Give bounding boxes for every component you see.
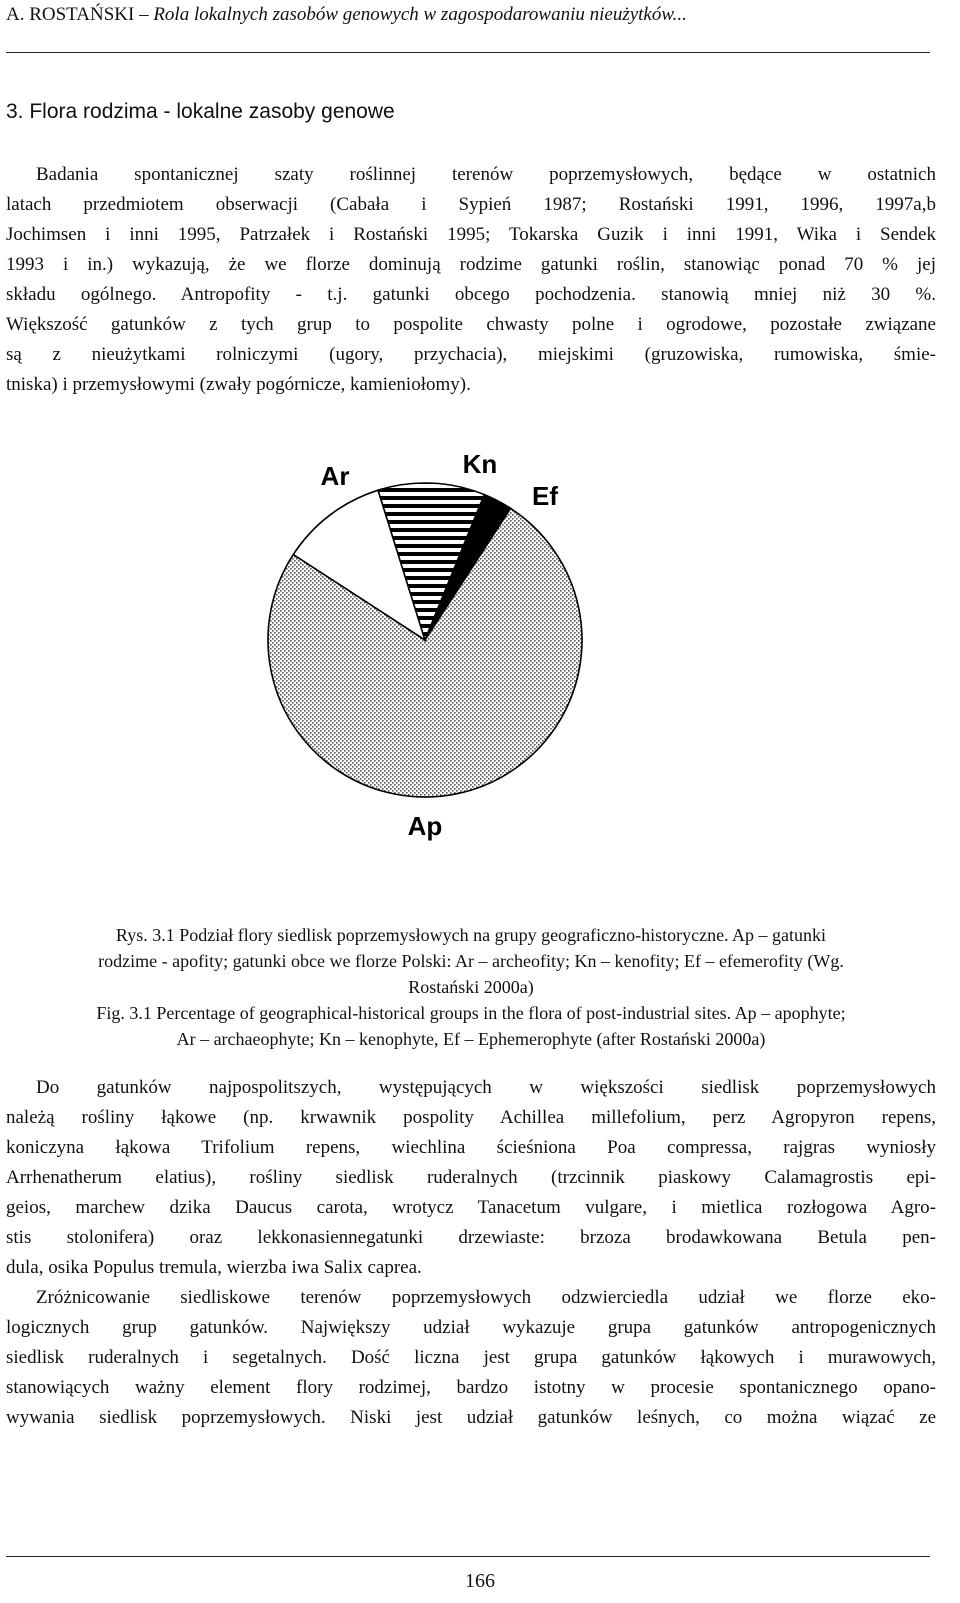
pie-label-kn: Kn — [462, 449, 498, 479]
pie-label-ar: Ar — [320, 461, 350, 491]
pie-label-ef: Ef — [532, 481, 558, 511]
paragraph-ecology — [6, 1283, 936, 1433]
pie-label-ap: Ap — [407, 811, 443, 841]
figure-caption-en — [6, 1000, 936, 1052]
text-line: należą rośliny łąkowe (np. krwawnik pospolity Achillea millefolium, perz Agropyron repens, — [6, 1107, 936, 1128]
footer-rule — [6, 1556, 930, 1557]
caption-line: Rostański 2000a) — [408, 977, 534, 997]
text-line: Badania spontanicznej szaty roślinnej terenów poprzemysłowych, będące w ostatnich — [36, 164, 936, 185]
text-line: Do gatunków najpospolitszych, występujących w większości siedlisk poprzemysłowych — [36, 1077, 936, 1098]
text-line: składu ogólnego. Antropofity - t.j. gatunki obcego pochodzenia. stanowią mniej niż 30 %. — [6, 284, 936, 305]
text-line: siedlisk ruderalnych i segetalnych. Dość liczna jest grupa gatunków łąkowych i murawowych, — [6, 1347, 936, 1368]
pie-chart — [230, 440, 630, 860]
text-line: Zróżnicowanie siedliskowe terenów poprzemysłowych odzwierciedla udział we florze eko- — [36, 1287, 936, 1308]
paragraph-intro — [6, 160, 936, 400]
text-line: logicznych grup gatunków. Największy udział wykazuje grupa gatunków antropogenicznych — [6, 1317, 936, 1338]
text-line: geios, marchew dzika Daucus carota, wrotycz Tanacetum vulgare, i mietlica rozłogowa Agro- — [6, 1197, 936, 1218]
section-title: 3. Flora rodzima - lokalne zasoby genowe — [6, 100, 395, 123]
text-line: Jochimsen i inni 1995, Patrzałek i Rostański 1995; Tokarska Guzik i inni 1991, Wika i Sendek — [6, 224, 936, 245]
caption-line: Ar – archaeophyte; Kn – kenophyte, Ef – Ephemerophyte (after Rostański 2000a) — [176, 1029, 766, 1049]
header-author: A. ROSTAŃSKI – — [6, 4, 149, 25]
paragraph-species — [6, 1073, 936, 1283]
text-line: Arrhenatherum elatius), rośliny siedlisk ruderalnych (trzcinnik piaskowy Calamagrostis epi- — [6, 1167, 936, 1188]
header-title: Rola lokalnych zasobów genowych w zagospodarowaniu nieużytków... — [153, 4, 687, 25]
text-line: wywania siedlisk poprzemysłowych. Niski jest udział gatunków leśnych, co można wiązać ze — [6, 1407, 936, 1428]
text-line: tniska) i przemysłowymi (zwały pogórnicze, kamieniołomy). — [6, 374, 471, 395]
header-rule — [6, 52, 930, 53]
text-line: latach przedmiotem obserwacji (Cabała i Sypień 1987; Rostański 1991, 1996, 1997a,b — [6, 194, 936, 215]
figure-caption-pl — [6, 922, 936, 1000]
caption-line: rodzime - apofity; gatunki obce we florze Polski: Ar – archeofity; Kn – kenofity; Ef – efemerofity (Wg. — [98, 951, 844, 971]
text-line: stis stolonifera) oraz lekkonasiennegatunki drzewiaste: brzoza brodawkowana Betula pen- — [6, 1227, 936, 1248]
text-line: koniczyna łąkowa Trifolium repens, wiechlina ścieśniona Poa compressa, rajgras wyniosły — [6, 1137, 936, 1158]
caption-line: Fig. 3.1 Percentage of geographical-historical groups in the flora of post-industrial sites. Ap – apophyte; — [96, 1003, 846, 1023]
text-line: Większość gatunków z tych grup to pospolite chwasty polne i ogrodowe, pozostałe związane — [6, 314, 936, 335]
text-line: 1993 i in.) wykazują, że we florze dominują rodzime gatunki roślin, stanowiąc ponad 70 % jej — [6, 254, 936, 275]
caption-line: Rys. 3.1 Podział flory siedlisk poprzemysłowych na grupy geograficzno-historyczne. Ap – gatunki — [115, 925, 827, 945]
running-header — [6, 4, 687, 26]
text-line: są z nieużytkami rolniczymi (ugory, przychacia), miejskimi (gruzowiska, rumowiska, śmie- — [6, 344, 936, 365]
page-number: 166 — [465, 1570, 495, 1592]
text-line: dula, osika Populus tremula, wierzba iwa Salix caprea. — [6, 1257, 422, 1278]
text-line: stanowiących ważny element flory rodzimej, bardzo istotny w procesie spontanicznego opano- — [6, 1377, 936, 1398]
